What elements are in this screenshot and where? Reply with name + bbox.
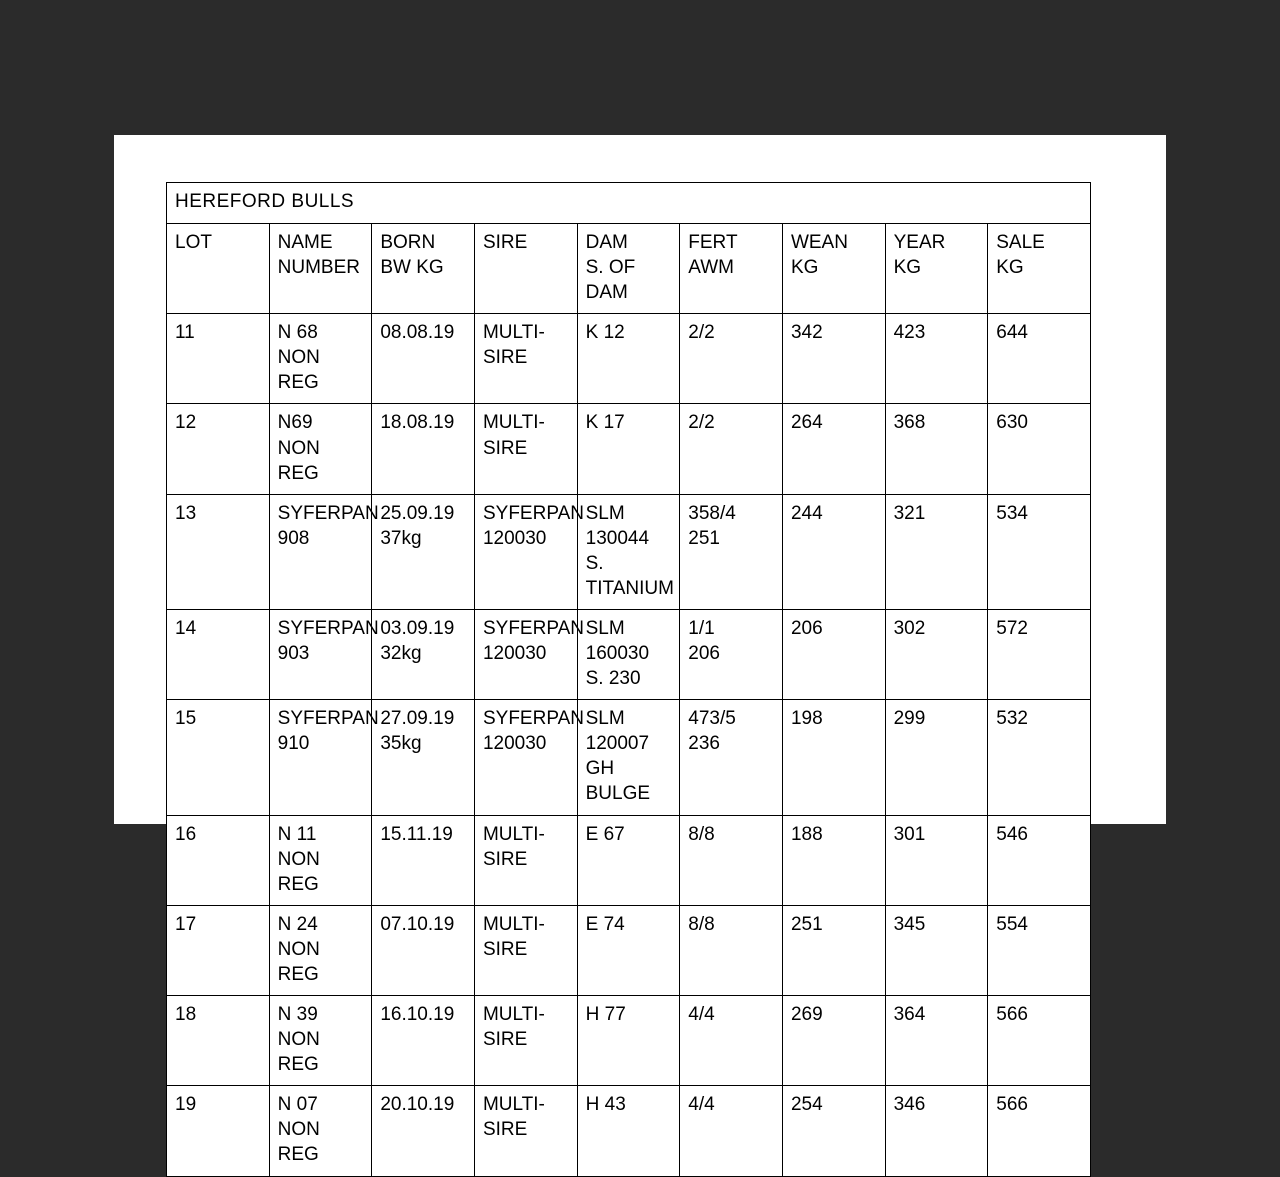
- column-header-dam: [577, 224, 680, 314]
- cell-dam: [577, 610, 680, 700]
- cell-fert-line2: 251: [688, 527, 720, 549]
- cell-wean: 269: [782, 996, 885, 1086]
- cell-born-line1: 15.11.19: [380, 823, 453, 845]
- table-row: [167, 815, 1091, 905]
- cell-dam-line1: E 67: [585, 823, 625, 845]
- cell-sire: [474, 610, 584, 700]
- cell-born: [372, 494, 475, 609]
- cell-wean: 342: [782, 314, 885, 404]
- cell-name: [269, 700, 379, 815]
- cell-fert: [680, 404, 783, 494]
- cell-born: [372, 1086, 475, 1176]
- header-born-line2: BW KG: [380, 257, 444, 279]
- header-name-line1: NAME: [277, 232, 333, 253]
- cell-born: [372, 905, 475, 995]
- cell-name-line1: SYFERPAN: [277, 502, 379, 524]
- header-sire-line1: SIRE: [482, 232, 528, 253]
- table-row: [167, 1086, 1091, 1176]
- cell-sire: [474, 905, 577, 995]
- cell-dam-line1: K 17: [585, 412, 625, 434]
- cell-born: [372, 610, 475, 700]
- table-row: [167, 404, 1091, 494]
- table-row: [167, 905, 1091, 995]
- cell-name: [269, 1086, 372, 1176]
- cell-name-line2: 908: [277, 527, 310, 549]
- cell-dam-line2: S. 230: [585, 668, 641, 690]
- cell-name-line1: N 07: [277, 1094, 318, 1116]
- cell-born: [372, 314, 475, 404]
- cell-fert: [680, 314, 783, 404]
- cell-lot: 15: [167, 700, 270, 815]
- header-wean-line2: KG: [790, 257, 819, 279]
- cell-born-line2: 37kg: [380, 527, 422, 549]
- cell-name-line2: NON REG: [277, 848, 320, 895]
- header-fert-line1: FERT: [688, 232, 738, 253]
- cell-sire: [474, 996, 577, 1086]
- cell-name-line2: NON REG: [277, 1119, 320, 1166]
- cell-name-line2: NON REG: [277, 1029, 320, 1076]
- cell-year: 345: [885, 905, 988, 995]
- cell-fert: [680, 905, 783, 995]
- cell-sire-line1: SYFERPAN: [482, 502, 584, 524]
- cell-lot: 17: [167, 905, 270, 995]
- column-header-sire: [474, 224, 577, 314]
- cell-dam-line1: H 77: [585, 1004, 626, 1026]
- cell-year: 299: [885, 700, 988, 815]
- column-header-fert: [680, 224, 783, 314]
- cell-name-line2: NON REG: [277, 938, 320, 985]
- cell-sire: [474, 1086, 577, 1176]
- slide-canvas: [114, 135, 1166, 1166]
- cell-dam-line1: K 12: [585, 322, 625, 344]
- cell-fert: [680, 700, 783, 815]
- cell-fert: [680, 815, 783, 905]
- header-sale-line1: SALE: [996, 232, 1045, 253]
- cell-wean: 264: [782, 404, 885, 494]
- table-row: [167, 996, 1091, 1086]
- cell-name: [269, 494, 379, 609]
- column-header-name: [269, 224, 372, 314]
- cell-dam: [577, 815, 680, 905]
- header-dam-line1: DAM: [585, 232, 628, 253]
- cell-lot: 19: [167, 1086, 270, 1176]
- cell-sale: 572: [988, 610, 1091, 700]
- cell-fert-line2: 206: [688, 643, 720, 665]
- cell-born-line1: 25.09.19: [380, 502, 455, 524]
- cell-sale: 566: [988, 996, 1091, 1086]
- table-row: [167, 494, 1091, 609]
- column-header-wean: [782, 224, 885, 314]
- cell-born: [372, 404, 475, 494]
- cell-wean: 251: [782, 905, 885, 995]
- cell-born-line1: 27.09.19: [380, 708, 455, 730]
- cell-fert-line1: 2/2: [688, 322, 715, 344]
- cell-fert: [680, 1086, 783, 1176]
- cell-sire-line1: SYFERPAN: [482, 708, 584, 730]
- cell-born-line2: 32kg: [380, 643, 422, 665]
- cell-born: [372, 700, 475, 815]
- cell-wean: 254: [782, 1086, 885, 1176]
- header-year-line2: KG: [893, 257, 922, 279]
- cell-dam-line1: SLM 120007: [585, 708, 650, 755]
- cell-born-line1: 03.09.19: [380, 618, 455, 640]
- cell-fert-line1: 4/4: [688, 1094, 715, 1116]
- cell-fert-line1: 358/4: [688, 502, 736, 524]
- cell-sale: 534: [988, 494, 1091, 609]
- cell-fert-line1: 8/8: [688, 823, 715, 845]
- cell-name: [269, 815, 372, 905]
- cell-sire-line2: 120030: [482, 733, 547, 755]
- header-name-line2: NUMBER: [277, 257, 360, 279]
- cell-sire-line1: MULTI-SIRE: [482, 1094, 545, 1141]
- cell-sale: 630: [988, 404, 1091, 494]
- cell-name-line2: NON REG: [277, 347, 320, 394]
- cell-year: 364: [885, 996, 988, 1086]
- cell-dam: [577, 996, 680, 1086]
- cell-sire-line1: MULTI-SIRE: [482, 1004, 545, 1051]
- cell-sire-line1: MULTI-SIRE: [482, 823, 545, 870]
- cell-year: 346: [885, 1086, 988, 1176]
- header-fert-line2: AWM: [688, 257, 735, 279]
- cell-sire-line1: MULTI-SIRE: [482, 412, 545, 459]
- cell-name: [269, 404, 372, 494]
- cell-wean: 198: [782, 700, 885, 815]
- cell-name-line2: NON REG: [277, 437, 320, 484]
- cell-year: 368: [885, 404, 988, 494]
- cell-fert-line1: 4/4: [688, 1004, 715, 1026]
- cell-fert-line1: 1/1: [688, 618, 715, 640]
- table-row: [167, 610, 1091, 700]
- cell-year: 301: [885, 815, 988, 905]
- cell-fert-line2: 236: [688, 733, 720, 755]
- cell-name-line1: N69: [277, 412, 313, 434]
- cell-dam: [577, 404, 680, 494]
- cell-fert-line1: 473/5: [688, 708, 736, 730]
- cell-fert-line1: 2/2: [688, 412, 715, 434]
- cell-sire-line1: SYFERPAN: [482, 618, 584, 640]
- cell-sire-line2: 120030: [482, 643, 547, 665]
- cell-born-line1: 18.08.19: [380, 412, 455, 434]
- cell-lot: 13: [167, 494, 270, 609]
- cell-lot: 14: [167, 610, 270, 700]
- cell-born-line1: 08.08.19: [380, 322, 455, 344]
- cell-name-line2: 910: [277, 733, 310, 755]
- cell-name-line1: N 11: [277, 823, 317, 845]
- table-row: [167, 314, 1091, 404]
- cell-name-line1: SYFERPAN: [277, 618, 379, 640]
- bulls-table-container: [166, 182, 1091, 1177]
- cell-sire-line2: 120030: [482, 527, 547, 549]
- cell-dam: [577, 1086, 680, 1176]
- cell-year: 423: [885, 314, 988, 404]
- table-title-row: [167, 183, 1091, 224]
- cell-name-line1: N 39: [277, 1004, 318, 1026]
- header-wean-line1: WEAN: [790, 232, 848, 253]
- cell-fert: [680, 494, 783, 609]
- cell-sale: 644: [988, 314, 1091, 404]
- cell-dam-line2: GH BULGE: [585, 758, 651, 805]
- cell-sale: 532: [988, 700, 1091, 815]
- cell-sire-line1: MULTI-SIRE: [482, 913, 545, 960]
- page-title: HEREFORD BULLS: [167, 183, 1091, 224]
- cell-sire: [474, 494, 584, 609]
- header-lot-line1: LOT: [175, 232, 212, 253]
- table-row: [167, 700, 1091, 815]
- cell-name: [269, 610, 379, 700]
- column-header-born: [372, 224, 475, 314]
- column-header-sale: [988, 224, 1091, 314]
- cell-name: [269, 314, 372, 404]
- cell-fert-line1: 8/8: [688, 913, 715, 935]
- header-year-line1: YEAR: [893, 232, 946, 253]
- cell-dam-line1: H 43: [585, 1094, 626, 1116]
- cell-sale: 566: [988, 1086, 1091, 1176]
- cell-name-line2: 903: [277, 643, 310, 665]
- cell-year: 321: [885, 494, 988, 609]
- cell-year: 302: [885, 610, 988, 700]
- cell-dam-line2: S. TITANIUM: [585, 552, 674, 599]
- cell-sale: 546: [988, 815, 1091, 905]
- cell-fert: [680, 610, 783, 700]
- hereford-bulls-table: [166, 182, 1091, 1177]
- cell-born: [372, 996, 475, 1086]
- cell-born-line1: 16.10.19: [380, 1004, 455, 1026]
- column-header-year: [885, 224, 988, 314]
- cell-lot: 16: [167, 815, 270, 905]
- cell-name-line1: N 68: [277, 322, 318, 344]
- cell-sire: [474, 314, 577, 404]
- header-sale-line2: KG: [996, 257, 1024, 279]
- cell-born-line1: 07.10.19: [380, 913, 455, 935]
- table-header-row: [167, 224, 1091, 314]
- cell-wean: 188: [782, 815, 885, 905]
- cell-dam-line1: E 74: [585, 913, 625, 935]
- cell-dam-line1: SLM 130044: [585, 502, 650, 549]
- cell-dam: [577, 700, 680, 815]
- cell-sire-line1: MULTI-SIRE: [482, 322, 545, 369]
- cell-sire: [474, 700, 584, 815]
- cell-born-line2: 35kg: [380, 733, 422, 755]
- cell-name: [269, 996, 372, 1086]
- cell-sire: [474, 404, 577, 494]
- header-born-line1: BORN: [380, 232, 436, 253]
- header-dam-line2: S. OF DAM: [585, 257, 636, 304]
- cell-born-line1: 20.10.19: [380, 1094, 455, 1116]
- cell-sire: [474, 815, 577, 905]
- cell-fert: [680, 996, 783, 1086]
- cell-born: [372, 815, 475, 905]
- cell-dam: [577, 314, 680, 404]
- cell-sale: 554: [988, 905, 1091, 995]
- cell-lot: 11: [167, 314, 270, 404]
- cell-lot: 12: [167, 404, 270, 494]
- cell-name-line1: N 24: [277, 913, 318, 935]
- cell-wean: 206: [782, 610, 885, 700]
- cell-wean: 244: [782, 494, 885, 609]
- cell-dam-line1: SLM 160030: [585, 618, 650, 665]
- cell-dam: [577, 905, 680, 995]
- cell-name-line1: SYFERPAN: [277, 708, 379, 730]
- cell-name: [269, 905, 372, 995]
- cell-lot: 18: [167, 996, 270, 1086]
- cell-dam: [577, 494, 680, 609]
- column-header-lot: [167, 224, 270, 314]
